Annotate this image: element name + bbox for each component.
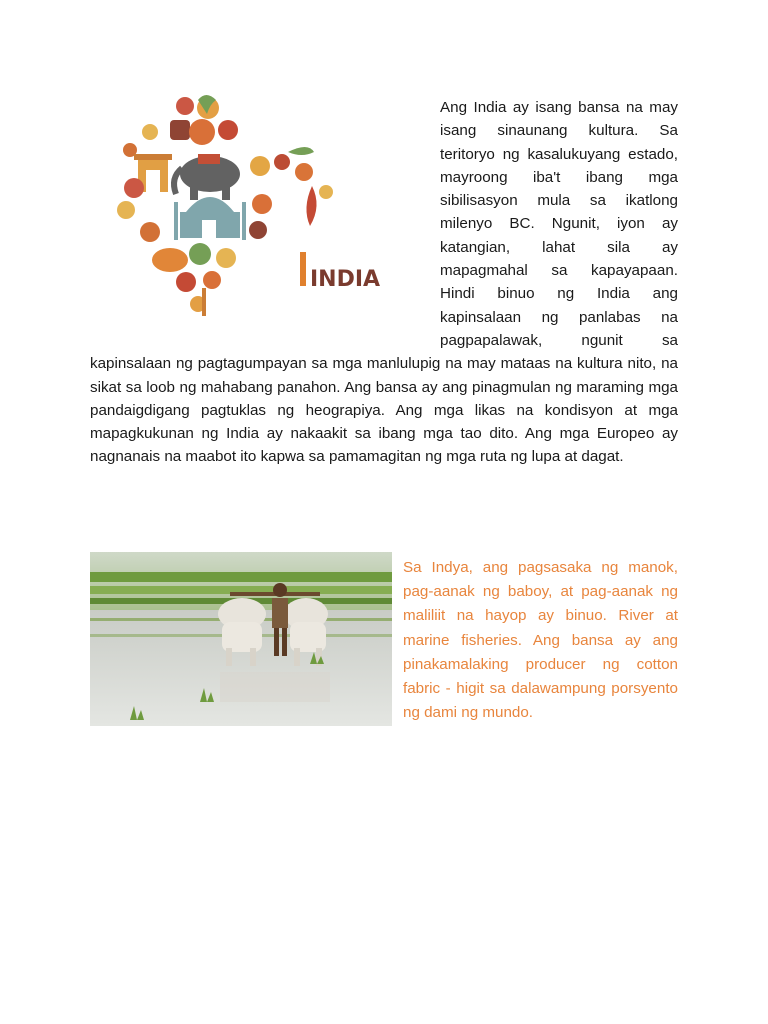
intro-paragraph [90,96,678,469]
figure-wrap-spacer [90,96,440,336]
farming-paragraph: Sa Indya, ang pagsasaka ng manok, pag-aanak ng baboy, at pag-aanak ng maliliit na hayop ay binuo. River at marine fisheries. Ang bansa ay ang pinakamalaking producer ng cotton fabric - higit sa dalawampung porsyento ng dami ng mundo. [403,559,678,722]
india-logo-text: INDIA [310,267,381,292]
intro-paragraph-text: Ang India ay isang bansa na may isang sinaunang kultura. Sa teritoryo ng kasalukuyang estado, mayroong iba't ibang mga sibilisasyon mula sa ikatlong milenyo BC. Ngunit, iyon ay katangian, lahat sila ay mapagmahal sa kapayapaan. Hindi binuo ng India ang kapinsalaan ng panlabas na pagpapalawak, ngunit sa kapinsalaan ng pagtagumpayan sa mga manlulupig na may mataas na kultura nito, na sikat sa loob ng mahabang panahon. Ang bansa ay ang pinagmulan ng maraming mga pandaigdigang pagtuklas ng heograpiya. Ang mga likas na kondisyon at mga mapagkukunan ng India ay nakaakit sa ibang mga tao dito. Ang mga Europeo ay nagnanais na maabot ito kapwa sa pamamagitan ng mga ruta ng lupa at dagat. [90,99,678,466]
farm-oxen-photo [90,552,392,726]
oxen-plowing-image-icon [90,552,392,726]
